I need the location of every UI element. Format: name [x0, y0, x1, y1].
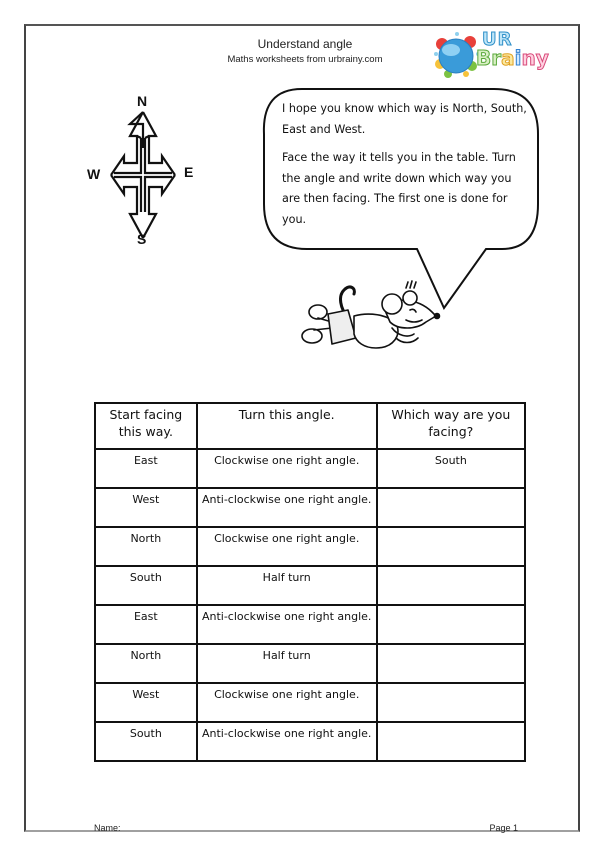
turn-angle-cell: Half turn — [197, 566, 377, 605]
urbrainy-logo — [432, 30, 552, 80]
compass-north-label: N — [137, 93, 148, 109]
instructions-paragraph-2: Face the way it tells you in the table. Turn the angle and write down which way you are then facing. The first one is done for you. — [282, 151, 516, 226]
answer-cell[interactable] — [377, 722, 525, 761]
logo-letter: B — [476, 46, 492, 70]
turn-angle-cell: Clockwise one right angle. — [197, 449, 377, 488]
compass-west-label: W — [87, 166, 101, 182]
logo-letter: i — [514, 46, 522, 70]
start-direction-cell: North — [95, 644, 197, 683]
start-direction-cell: West — [95, 488, 197, 527]
start-direction-cell: North — [95, 527, 197, 566]
instructions-paragraph-1: I hope you know which way is North, South, East and West. — [282, 102, 527, 136]
start-direction-cell: West — [95, 683, 197, 722]
header-turn-angle: Turn this angle. — [197, 403, 377, 449]
table-header-row — [95, 403, 525, 449]
answer-cell[interactable] — [377, 566, 525, 605]
logo-ur-text: UR — [482, 29, 513, 50]
logo-letter: r — [491, 46, 502, 70]
answer-cell[interactable] — [377, 683, 525, 722]
page-number: Page 1 — [489, 823, 518, 833]
answer-cell[interactable] — [377, 527, 525, 566]
answer-cell[interactable] — [377, 605, 525, 644]
start-direction-cell: South — [95, 722, 197, 761]
table-row — [95, 488, 525, 527]
answer-cell[interactable] — [377, 488, 525, 527]
logo-brainy-text — [476, 46, 549, 70]
table-row — [95, 566, 525, 605]
answer-cell[interactable]: South — [377, 449, 525, 488]
table-row — [95, 449, 525, 488]
compass-east-label: E — [184, 164, 194, 180]
speech-bubble-text — [282, 99, 532, 238]
globe-icon — [432, 30, 482, 80]
start-direction-cell: East — [95, 605, 197, 644]
table-row — [95, 683, 525, 722]
logo-letter: n — [521, 46, 536, 70]
angle-worksheet-table — [94, 402, 526, 762]
start-direction-cell: South — [95, 566, 197, 605]
table-row — [95, 644, 525, 683]
turn-angle-cell: Half turn — [197, 644, 377, 683]
worksheet-title: Understand angle — [257, 37, 353, 51]
header-start-facing: Start facing this way. — [95, 403, 197, 449]
worksheet-subtitle: Maths worksheets from urbrainy.com — [227, 54, 383, 65]
name-label: Name: — [94, 823, 121, 833]
table-row — [95, 722, 525, 761]
logo-letter: a — [501, 46, 515, 70]
turn-angle-cell: Clockwise one right angle. — [197, 527, 377, 566]
compass-rose — [84, 93, 210, 250]
turn-angle-cell: Anti-clockwise one right angle. — [197, 488, 377, 527]
turn-angle-cell: Anti-clockwise one right angle. — [197, 605, 377, 644]
table-row — [95, 605, 525, 644]
start-direction-cell: East — [95, 449, 197, 488]
table-row — [95, 527, 525, 566]
turn-angle-cell: Clockwise one right angle. — [197, 683, 377, 722]
header-which-way: Which way are you facing? — [377, 403, 525, 449]
answer-cell[interactable] — [377, 644, 525, 683]
logo-letter: y — [535, 46, 549, 70]
compass-south-label: S — [137, 231, 147, 247]
turn-angle-cell: Anti-clockwise one right angle. — [197, 722, 377, 761]
mouse-illustration — [298, 278, 448, 358]
